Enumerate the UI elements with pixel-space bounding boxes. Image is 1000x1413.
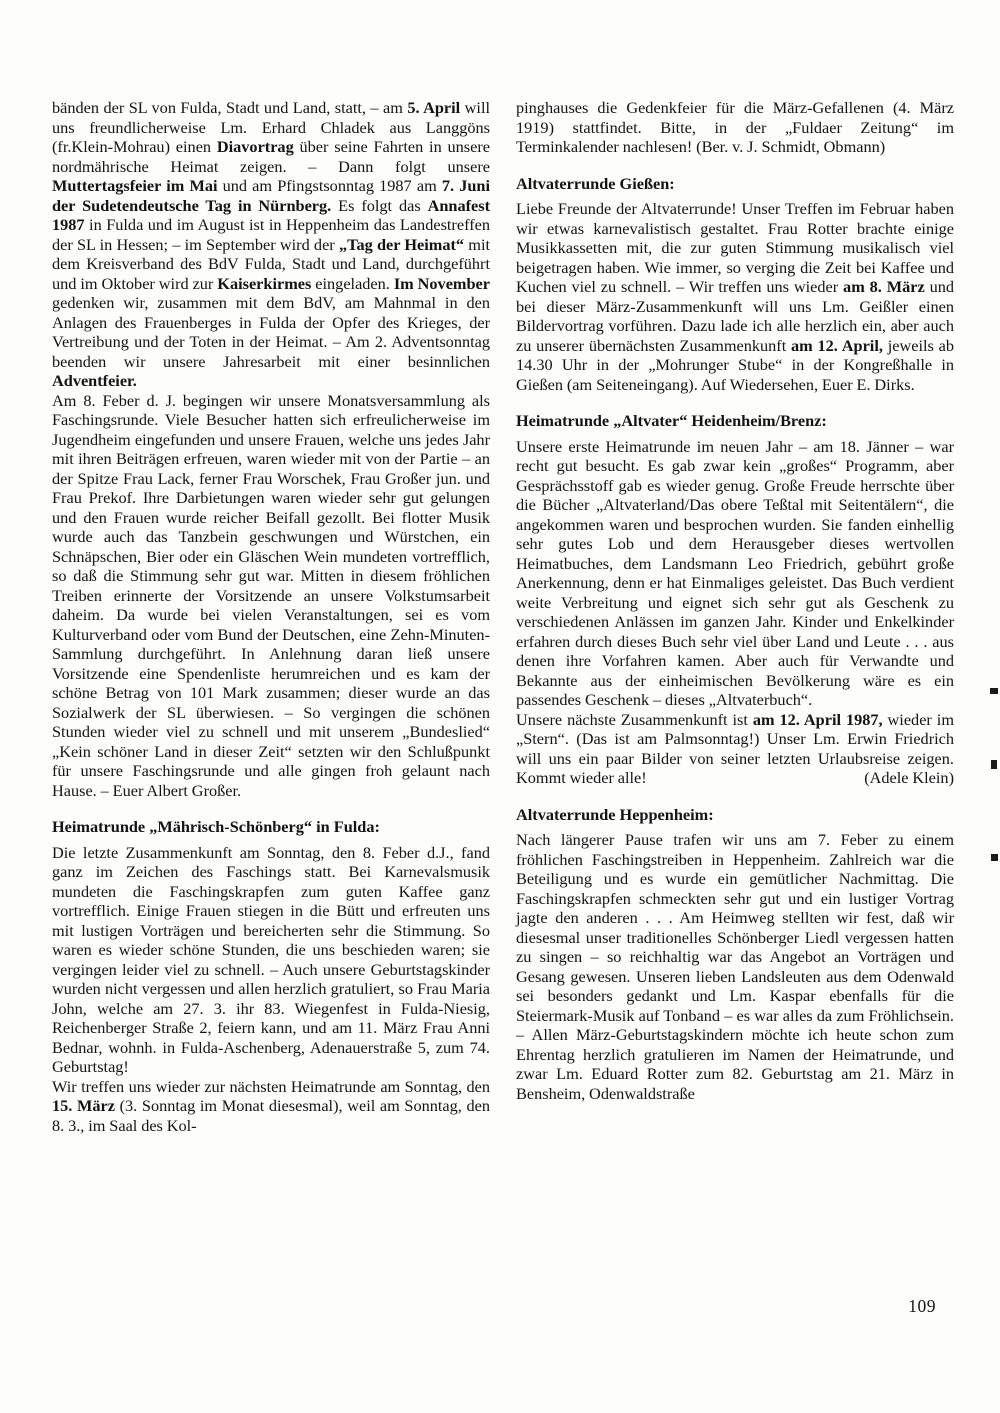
- scan-artifact: [991, 760, 997, 769]
- paragraph: Unsere erste Heimatrunde im neuen Jahr – am 18. Jänner – war recht gut besucht. Es gab zwar kein „großes“ Programm, aber Gesprächsstoff gab es wieder genug. Große Freude herrschte über die Bücher „Altvaterland/Das obere Teßtal mit Seitentälern“, die angekommen waren und besprochen wurden. Sie fanden einhellig sehr gutes Lob und dem Herausgeber dieses wertvollen Heimatbuches, dem Landsmann Leo Friedrich, gebührt große Anerkennung, denn er hat Einmaliges geleistet. Das Buch verdient weite Verbreitung und eignet sich sehr gut als Geschenk zu verschiedenen Anlässen im ganzen Jahr. Kinder und Enkelkinder erfahren durch dieses Buch sehr viel über Land und Leute . . . aus denen ihre Vorfahren kamen. Aber auch für Verwandte und Bekannte aus der einheimischen Bevölkerung wäre es ein passendes Geschenk – dieses „Altvaterbuch“.: [516, 436, 954, 709]
- paragraph: Nach längerer Pause trafen wir uns am 7. Feber zu einem fröhlichen Faschingstreiben in Heppenheim. Zahlreich war die Beteiligung und es wurde ein gemütlicher Nachmittag. Die Faschingskrapfen schmeckten sehr gut und ein lustiger Vortrag jagte den anderen . . . Am Heimweg stellten wir fest, daß wir diesesmal unser traditionelles Schönberger Liedl vergessen hatten zu singen – so reichhaltig war das Angebot an Vorträgen und Gesang gewesen. Unseren lieben Landsleuten aus dem Odenwald sei besonders gedankt und Lm. Kaspar ebenfalls für die Steiermark-Musik auf Tonband – es war alles da zum Fröhlichsein. – Allen März-Geburtstagskindern möchte ich heute schon zum Ehrentag herzlich gratulieren im Namen der Heimatrunde, und zwar Lm. Eduard Rotter zum 82. Geburtstag am 21. März in Bensheim, Odenwaldstraße: [516, 830, 954, 1103]
- paragraph: Wir treffen uns wieder zur nächsten Heimatrunde am Sonntag, den 15. März (3. Sonntag im Monat diesesmal), weil am Sonntag, den 8. 3., im Saal des Kol-: [52, 1076, 491, 1135]
- right-column: [516, 98, 954, 1135]
- paragraph: Die letzte Zusammenkunft am Sonntag, den 8. Feber d.J., fand ganz im Zeichen des Faschings statt. Bei Karnevalsmusik mundeten die Faschingskrapfen zum guten Kaffee ganz vortrefflich. Einige Frauen stiegen in die Bütt und erfreuten uns mit lustigen Vorträgen und bereicherten sehr die Stimmung. So waren es wieder schöne Stunden, die uns beschieden waren; sie vergingen leider viel zu schnell. – Auch unsere Geburtstagskinder wurden nicht vergessen und allen herzlich gratuliert, so Frau Maria John, welche am 27. 3. ihr 83. Wiegenfest in Fulda-Niesig, Reichenberger Straße 2, feiern kann, und am 11. März Frau Anni Bednar, wohnh. in Fulda-Aschenberg, Adenauerstraße 5, zum 74. Geburtstag!: [52, 842, 490, 1076]
- left-column: [52, 98, 490, 1135]
- section-heading: Altvaterrunde Heppenheim:: [516, 804, 714, 824]
- paragraph: Unsere nächste Zusammenkunft ist am 12. April 1987, wieder im „Stern“. (Das ist am Palmsonntag!) Unser Lm. Erwin Friedrich will uns ein paar Bilder von seiner letzten Urlaubsreise zeigen. Kommt wieder alle! (Adele Klein): [516, 709, 954, 787]
- paragraph: bänden der SL von Fulda, Stadt und Land, statt, – am 5. April will uns freundlicherweise Lm. Erhard Chladek aus Langgöns (fr.Klein-Mohrau) einen Diavortrag über seine Fahrten in unsere nordmährische Heimat zeigen. – Dann folgt unsere Muttertagsfeier im Mai und am Pfingstsonntag 1987 am 7. Juni der Sudetendeutsche Tag in Nürnberg. Es folgt das Annafest 1987 in Fulda und im August ist in Heppenheim das Landestreffen der SL in Hessen; – im September wird der „Tag der Heimat“ mit dem Kreisverband des BdV Fulda, Stadt und Land, durchgeführt und im Oktober wird zur Kaiserkirmes eingeladen. Im November gedenken wir, zusammen mit dem BdV, am Mahnmal in den Anlagen des Frauenberges in Fulda der Opfer des Krieges, der Vertreibung und der Toten in der Heimat. – Am 2. Adventsonntag beenden wir unsere Jahresarbeit mit einer besinnlichen Adventfeier.: [52, 98, 490, 390]
- paragraph: pinghauses die Gedenkfeier für die März-Gefallenen (4. März 1919) stattfindet. Bitte, in der „Fuldaer Zeitung“ im Terminkalender nachlesen! (Ber. v. J. Schmidt, Obmann): [516, 98, 954, 156]
- text-columns: [52, 98, 954, 1135]
- scan-artifact: [991, 854, 998, 861]
- section-heading: Altvaterrunde Gießen:: [516, 173, 675, 193]
- scan-artifact: [990, 688, 998, 694]
- section-heading: Heimatrunde „Altvater“ Heidenheim/Brenz:: [516, 411, 827, 430]
- page-number: 109: [908, 1296, 936, 1316]
- paragraph: Liebe Freunde der Altvaterrunde! Unser Treffen im Februar haben wir etwas karnevalistisch gestaltet. Frau Rotter brachte einige Musikkassetten mit, die zur guten Stimmung musikalisch viel beigetragen haben. Wie immer, so verging die Zeit bei Kaffee und Kuchen viel zu schnell. – Wir treffen uns wieder am 8. März und bei dieser März-Zusammenkunft will uns Lm. Geißler einen Bildervortrag vorführen. Dazu lade ich alle herzlich ein, aber auch zu unserer übernächsten Zusammenkunft am 12. April, jeweils ab 14.30 Uhr in der „Mohrunger Stube“ in der Kongreßhalle in Gießen (am Seiteneingang). Auf Wiedersehen, Euer E. Dirks.: [516, 199, 954, 394]
- paragraph: Am 8. Feber d. J. begingen wir unsere Monatsversammlung als Faschingsrunde. Viele Besucher hatten sich erfreulicherweise im Jugendheim eingefunden und unsere Frauen, welche uns jedes Jahr mit ihren Beiträgen erfreuen, waren wieder mit von der Partie – an der Spitze Frau Lack, ferner Frau Worschek, Frau Großer jun. und Frau Prekof. Ihre Darbietungen waren wieder sehr gut gelungen und den Frauen wurde reicher Beifall gezollt. Bei flotter Musik wurde auch das Tanzbein geschwungen und Würstchen, ein Schnäpschen, Bier oder ein Gläschen Wein mundeten vortrefflich, so daß die Stimmung sehr gut war. Mitten in diesem fröhlichen Treiben erinnerte der Vorsitzende an unsere Volkstumsarbeit daheim. Da wurde bei vielen Veranstaltungen, sei es vom Kulturverband oder vom Bund der Deutschen, eine Zehn-Minuten-Sammlung durchgeführt. In Anlehnung daran ließ unsere Vorsitzende eine Spendenliste herumreichen und es kam der schöne Betrag von 101 Mark zusammen; dieser wurde an das Sozialwerk der SL überwiesen. – So vergingen die schönen Stunden wieder viel zu schnell und mit unserem „Bundeslied“ „Kein schöner Land in dieser Zeit“ setzten wir den Schlußpunkt für unsere Faschingsrunde und alle gingen froh gelaunt nach Hause. – Euer Albert Großer.: [52, 390, 490, 800]
- section-heading: Heimatrunde „Mährisch-Schönberg“ in Fulda:: [52, 817, 380, 836]
